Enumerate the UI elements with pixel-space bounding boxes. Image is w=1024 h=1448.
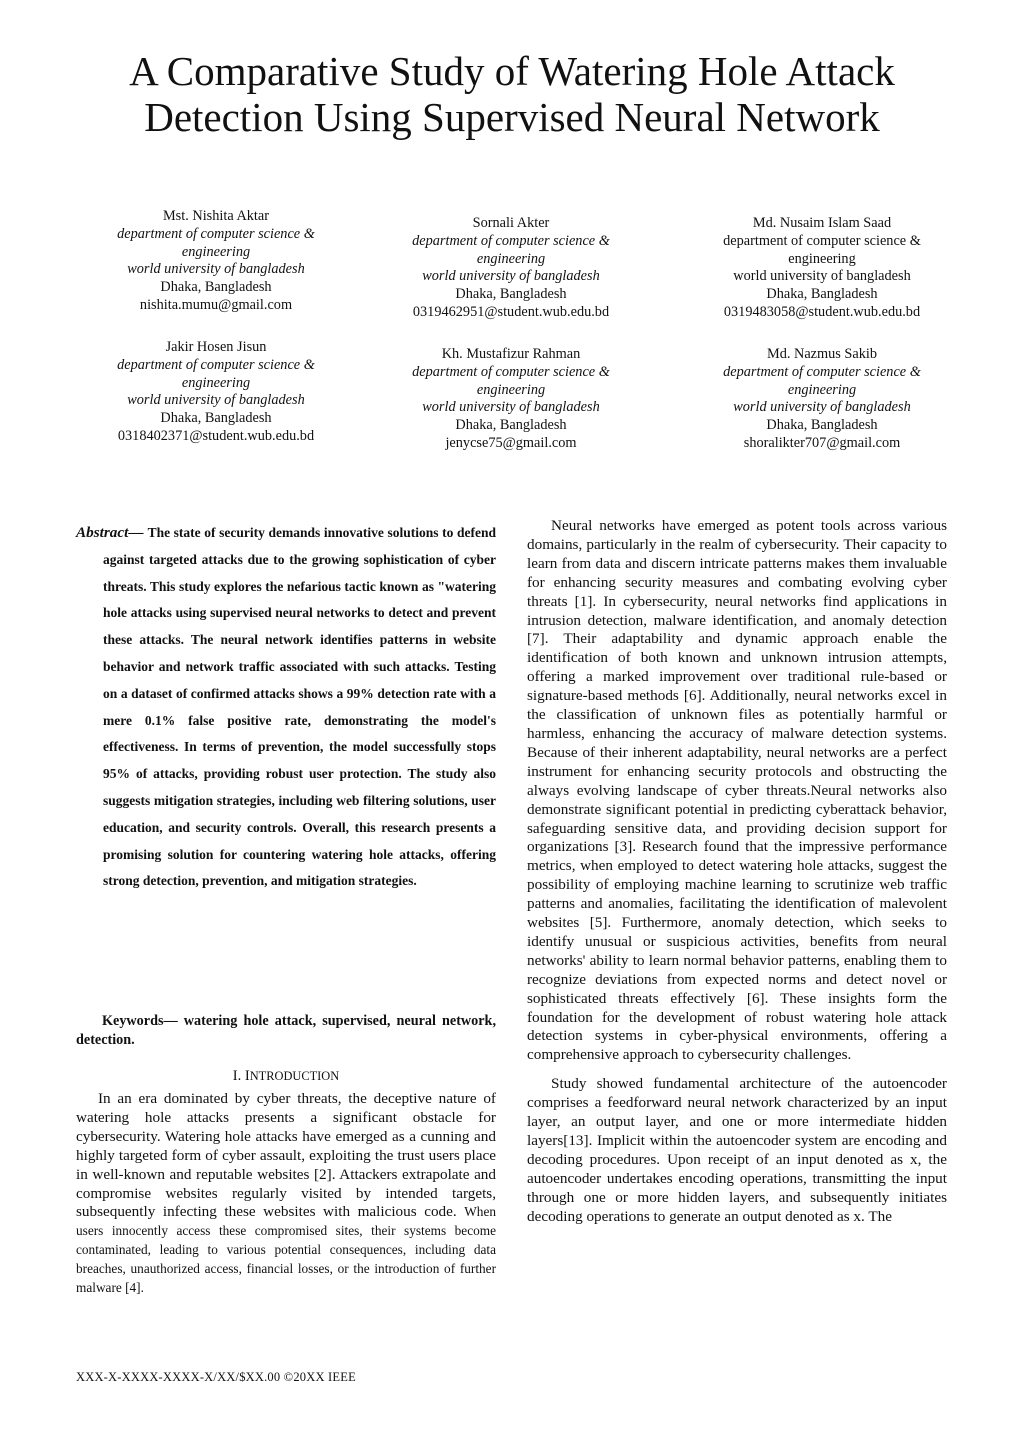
- copyright-footer: XXX-X-XXXX-XXXX-X/XX/$XX.00 ©20XX IEEE: [76, 1370, 356, 1384]
- author-name: Md. Nazmus Sakib: [767, 346, 877, 362]
- section-heading-introduction: [76, 1067, 496, 1085]
- author-block-2: [381, 215, 641, 322]
- author-email[interactable]: 0319483058@student.wub.edu.bd: [723, 303, 921, 320]
- author-city: Dhaka, Bangladesh: [766, 417, 878, 434]
- keywords-text: watering hole attack, supervised, neural network, detection.: [76, 1013, 496, 1048]
- author-dept: engineering: [787, 381, 857, 398]
- author-name: Sornali Akter: [472, 215, 550, 231]
- author-org: world university of bangladesh: [733, 399, 911, 416]
- author-org: world university of bangladesh: [127, 261, 305, 278]
- author-email[interactable]: 0319462951@student.wub.edu.bd: [412, 303, 610, 320]
- paragraph: Neural networks have emerged as potent tools across various domains, particularly in the realm of cybersecurity. Their capacity to learn from data and discern intricate patterns makes them invaluable for enhancing security measures and combating evolving cyber threats [1]. In cybersecurity, neural networks find applications in intrusion detection, malware identification, and anomaly detection [7]. Their adaptability and dynamic approach enable the identification of both known and unknown intrusion attempts, offering a marked improvement over traditional rule-based or signature-based methods [6]. Additionally, neural networks excel in the classification of unknown files as potentially harmful or harmless, enhancing the accuracy of malware detection systems. Because of their inherent adaptability, neural networks are a perfect instrument for enhancing security protocols and obstructing the always evolving landscape of cyber threats.Neural networks also demonstrate significant potential in predicting cyberattack behavior, safeguarding sensitive data, and providing decision support for organizations [3]. Research found that the impressive performance metrics, when employed to detect watering hole attacks, suggest the possibility of employing machine learning to scrutinize web traffic patterns and anomalies, facilitating the identification of malevolent websites [5]. Furthermore, anomaly detection, which seeks to identify unusual or suspicious activities, benefits from neural networks' ability to learn normal behavior patterns, enabling them to recognize deviations from expected norms and detect novel or sophisticated threats effectively [6]. These insights form the foundation for the development of robust watering hole attack detection systems in cyber-physical environments, offering a comprehensive approach to cybersecurity challenges.: [527, 517, 947, 1064]
- keywords: [76, 1012, 496, 1050]
- section-title-rest: NTRODUCTION: [249, 1069, 340, 1083]
- author-name: Kh. Mustafizur Rahman: [441, 346, 581, 362]
- author-email[interactable]: 0318402371@student.wub.edu.bd: [117, 427, 315, 444]
- intro-text-small: When users innocently access these compromised sites, their systems become contaminated, leading to various potential consequences, including data breaches, unauthorized access, financial losses, or the introduction of further malware [4].: [76, 1204, 496, 1296]
- author-city: Dhaka, Bangladesh: [160, 410, 272, 427]
- author-email[interactable]: nishita.mumu@gmail.com: [139, 296, 293, 313]
- author-block-6: [692, 346, 952, 453]
- abstract-label: Abstract—: [76, 524, 144, 541]
- section-title-first-letter: I: [244, 1068, 250, 1084]
- author-name: Md. Nusaim Islam Saad: [752, 215, 892, 231]
- author-dept: engineering: [788, 250, 856, 267]
- author-org: world university of bangladesh: [422, 268, 600, 285]
- author-org: world university of bangladesh: [733, 268, 911, 285]
- author-city: Dhaka, Bangladesh: [455, 417, 567, 434]
- author-dept: department of computer science &: [412, 232, 610, 249]
- abstract: [76, 520, 496, 895]
- author-dept: engineering: [181, 243, 251, 260]
- paragraph: Study showed fundamental architecture of the autoencoder comprises a feedforward neural network characterized by an input layer, an output layer, and one or more intermediate hidden layers[13]. Implicit within the autoencoder system are encoding and decoding procedures. Upon receipt of an input denoted as x, the autoencoder undertakes encoding operations, transmitting the input through one or more hidden layers, and subsequently initiates decoding operations to generate an output denoted as x. The: [527, 1075, 947, 1225]
- author-name: Jakir Hosen Jisun: [165, 339, 267, 355]
- author-block-4: [86, 339, 346, 446]
- title-line-1: A Comparative Study of Watering Hole Attack: [129, 48, 895, 94]
- keywords-label: Keywords—: [102, 1013, 178, 1029]
- author-dept: department of computer science &: [117, 225, 315, 242]
- author-block-3: [692, 215, 952, 322]
- paper-title: [0, 48, 1024, 140]
- author-dept: engineering: [476, 381, 546, 398]
- author-email[interactable]: shoralikter707@gmail.com: [743, 434, 901, 451]
- right-column-body: [527, 517, 947, 1227]
- author-org: world university of bangladesh: [127, 392, 305, 409]
- author-email[interactable]: jenycse75@gmail.com: [445, 434, 577, 451]
- abstract-text: The state of security demands innovative solutions to defend against targeted attacks due to the growing sophistication of cyber threats. This study explores the nefarious tactic known as "watering hole attacks using supervised neural networks to detect and prevent these attacks. The neural network identifies patterns in website behavior and network traffic associated with such attacks. Testing on a dataset of confirmed attacks shows a 99% detection rate with a mere 0.1% false positive rate, demonstrating the model's effectiveness. In terms of prevention, the model successfully stops 95% of attacks, providing robust user protection. The study also suggests mitigation strategies, including web filtering solutions, user education, and security controls. Overall, this research presents a promising solution for countering watering hole attacks, offering strong detection, prevention, and mitigation strategies.: [103, 525, 497, 889]
- author-city: Dhaka, Bangladesh: [455, 286, 567, 303]
- author-city: Dhaka, Bangladesh: [160, 279, 272, 296]
- author-city: Dhaka, Bangladesh: [766, 286, 878, 303]
- author-dept: engineering: [476, 250, 546, 267]
- title-line-2: Detection Using Supervised Neural Network: [144, 94, 880, 140]
- introduction-body: [76, 1090, 496, 1298]
- author-dept: engineering: [181, 374, 251, 391]
- author-name: Mst. Nishita Aktar: [162, 208, 270, 224]
- author-dept: department of computer science &: [117, 356, 315, 373]
- author-block-1: [86, 208, 346, 315]
- intro-text-main: In an era dominated by cyber threats, the deceptive nature of watering hole attacks presents a significant obstacle for cybersecurity. Watering hole attacks have emerged as a cunning and highly targeted form of cyber assault, exploiting the trust users place in well-known and reputable websites [2]. Attackers extrapolate and compromise websites regularly visited by intended targets, subsequently infecting these websites with malicious code.: [76, 1090, 496, 1221]
- author-dept: department of computer science &: [412, 363, 610, 380]
- author-dept: department of computer science &: [723, 232, 921, 249]
- author-block-5: [381, 346, 641, 453]
- section-number: I.: [232, 1068, 242, 1084]
- author-org: world university of bangladesh: [422, 399, 600, 416]
- author-dept: department of computer science &: [723, 363, 921, 380]
